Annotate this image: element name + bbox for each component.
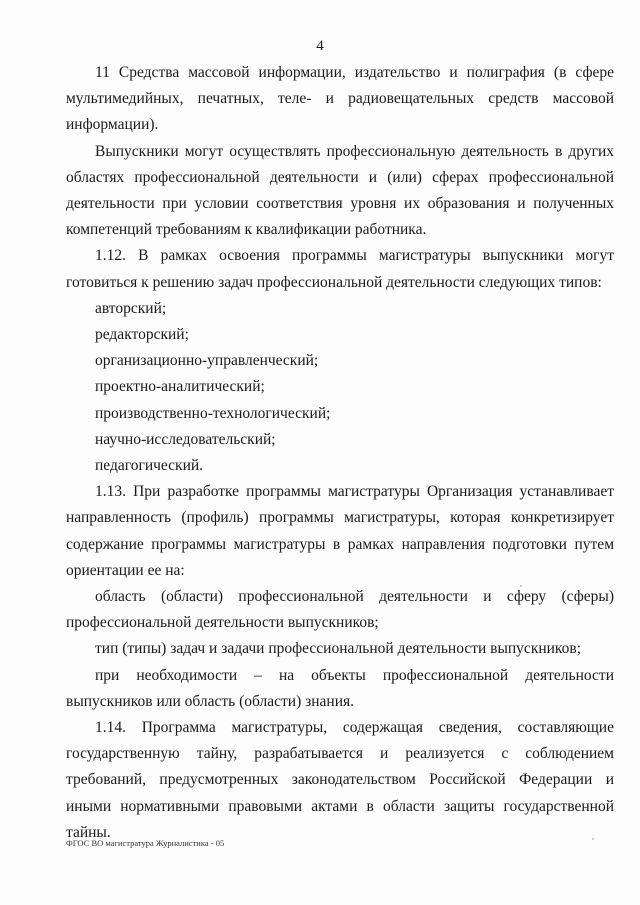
task-type-item: научно-исследовательский; <box>95 430 276 448</box>
document-footer: ФГОС ВО магистратура Журналистика - 05 <box>66 838 225 848</box>
task-type-item: производственно-технологический; <box>95 404 331 422</box>
paragraph-1-13: 1.13. При разработке программы магистратуры Организация устанавливает направленность (профиль) программы магистратуры, которая конкретизирует содержание программы магистратуры в рамках направления подготовки путем ориентации ее на: <box>66 483 614 579</box>
scan-dot <box>592 838 594 840</box>
task-type-item: педагогический. <box>95 457 204 475</box>
paragraph-1-12: 1.12. В рамках освоения программы магистратуры выпускники могут готовиться к решению задач профессиональной деятельности следующих типов: <box>66 247 614 291</box>
paragraph-media-sphere: 11 Средства массовой информации, издательство и полиграфия (в сфере мультимедийных, печатных, теле- и радиовещательных средств массовой информации). <box>66 64 614 134</box>
page-number: 4 <box>316 38 324 54</box>
paragraph-other-areas: Выпускники могут осуществлять профессиональную деятельность в других областях профессиональной деятельности и (или) сферах профессиональной деятельности при условии соответствия уровня их образования и полученных компетенций требованиям к квалификации работника. <box>66 142 614 239</box>
task-type-item: авторский; <box>95 299 167 317</box>
task-type-item: проектно-аналитический; <box>95 378 265 396</box>
orientation-item: область (области) профессиональной деятельности и сферу (сферы) профессиональной деятельности выпускников; <box>66 588 614 632</box>
scan-dot <box>520 585 522 587</box>
orientation-item: при необходимости – на объекты профессиональной деятельности выпускников или область (области) знания. <box>66 666 614 710</box>
orientation-item: тип (типы) задач и задачи профессиональной деятельности выпускников; <box>95 640 582 658</box>
task-type-item: организационно-управленческий; <box>95 352 319 370</box>
task-type-item: редакторский; <box>95 326 189 344</box>
paragraph-1-14: 1.14. Программа магистратуры, содержащая сведения, составляющие государственную тайну, разрабатывается и реализуется с соблюдением требований, предусмотренных законодательством Российской Федерации и иными нормативными правовыми актами в области защиты государственной тайны. <box>66 719 614 841</box>
document-body <box>66 60 614 846</box>
